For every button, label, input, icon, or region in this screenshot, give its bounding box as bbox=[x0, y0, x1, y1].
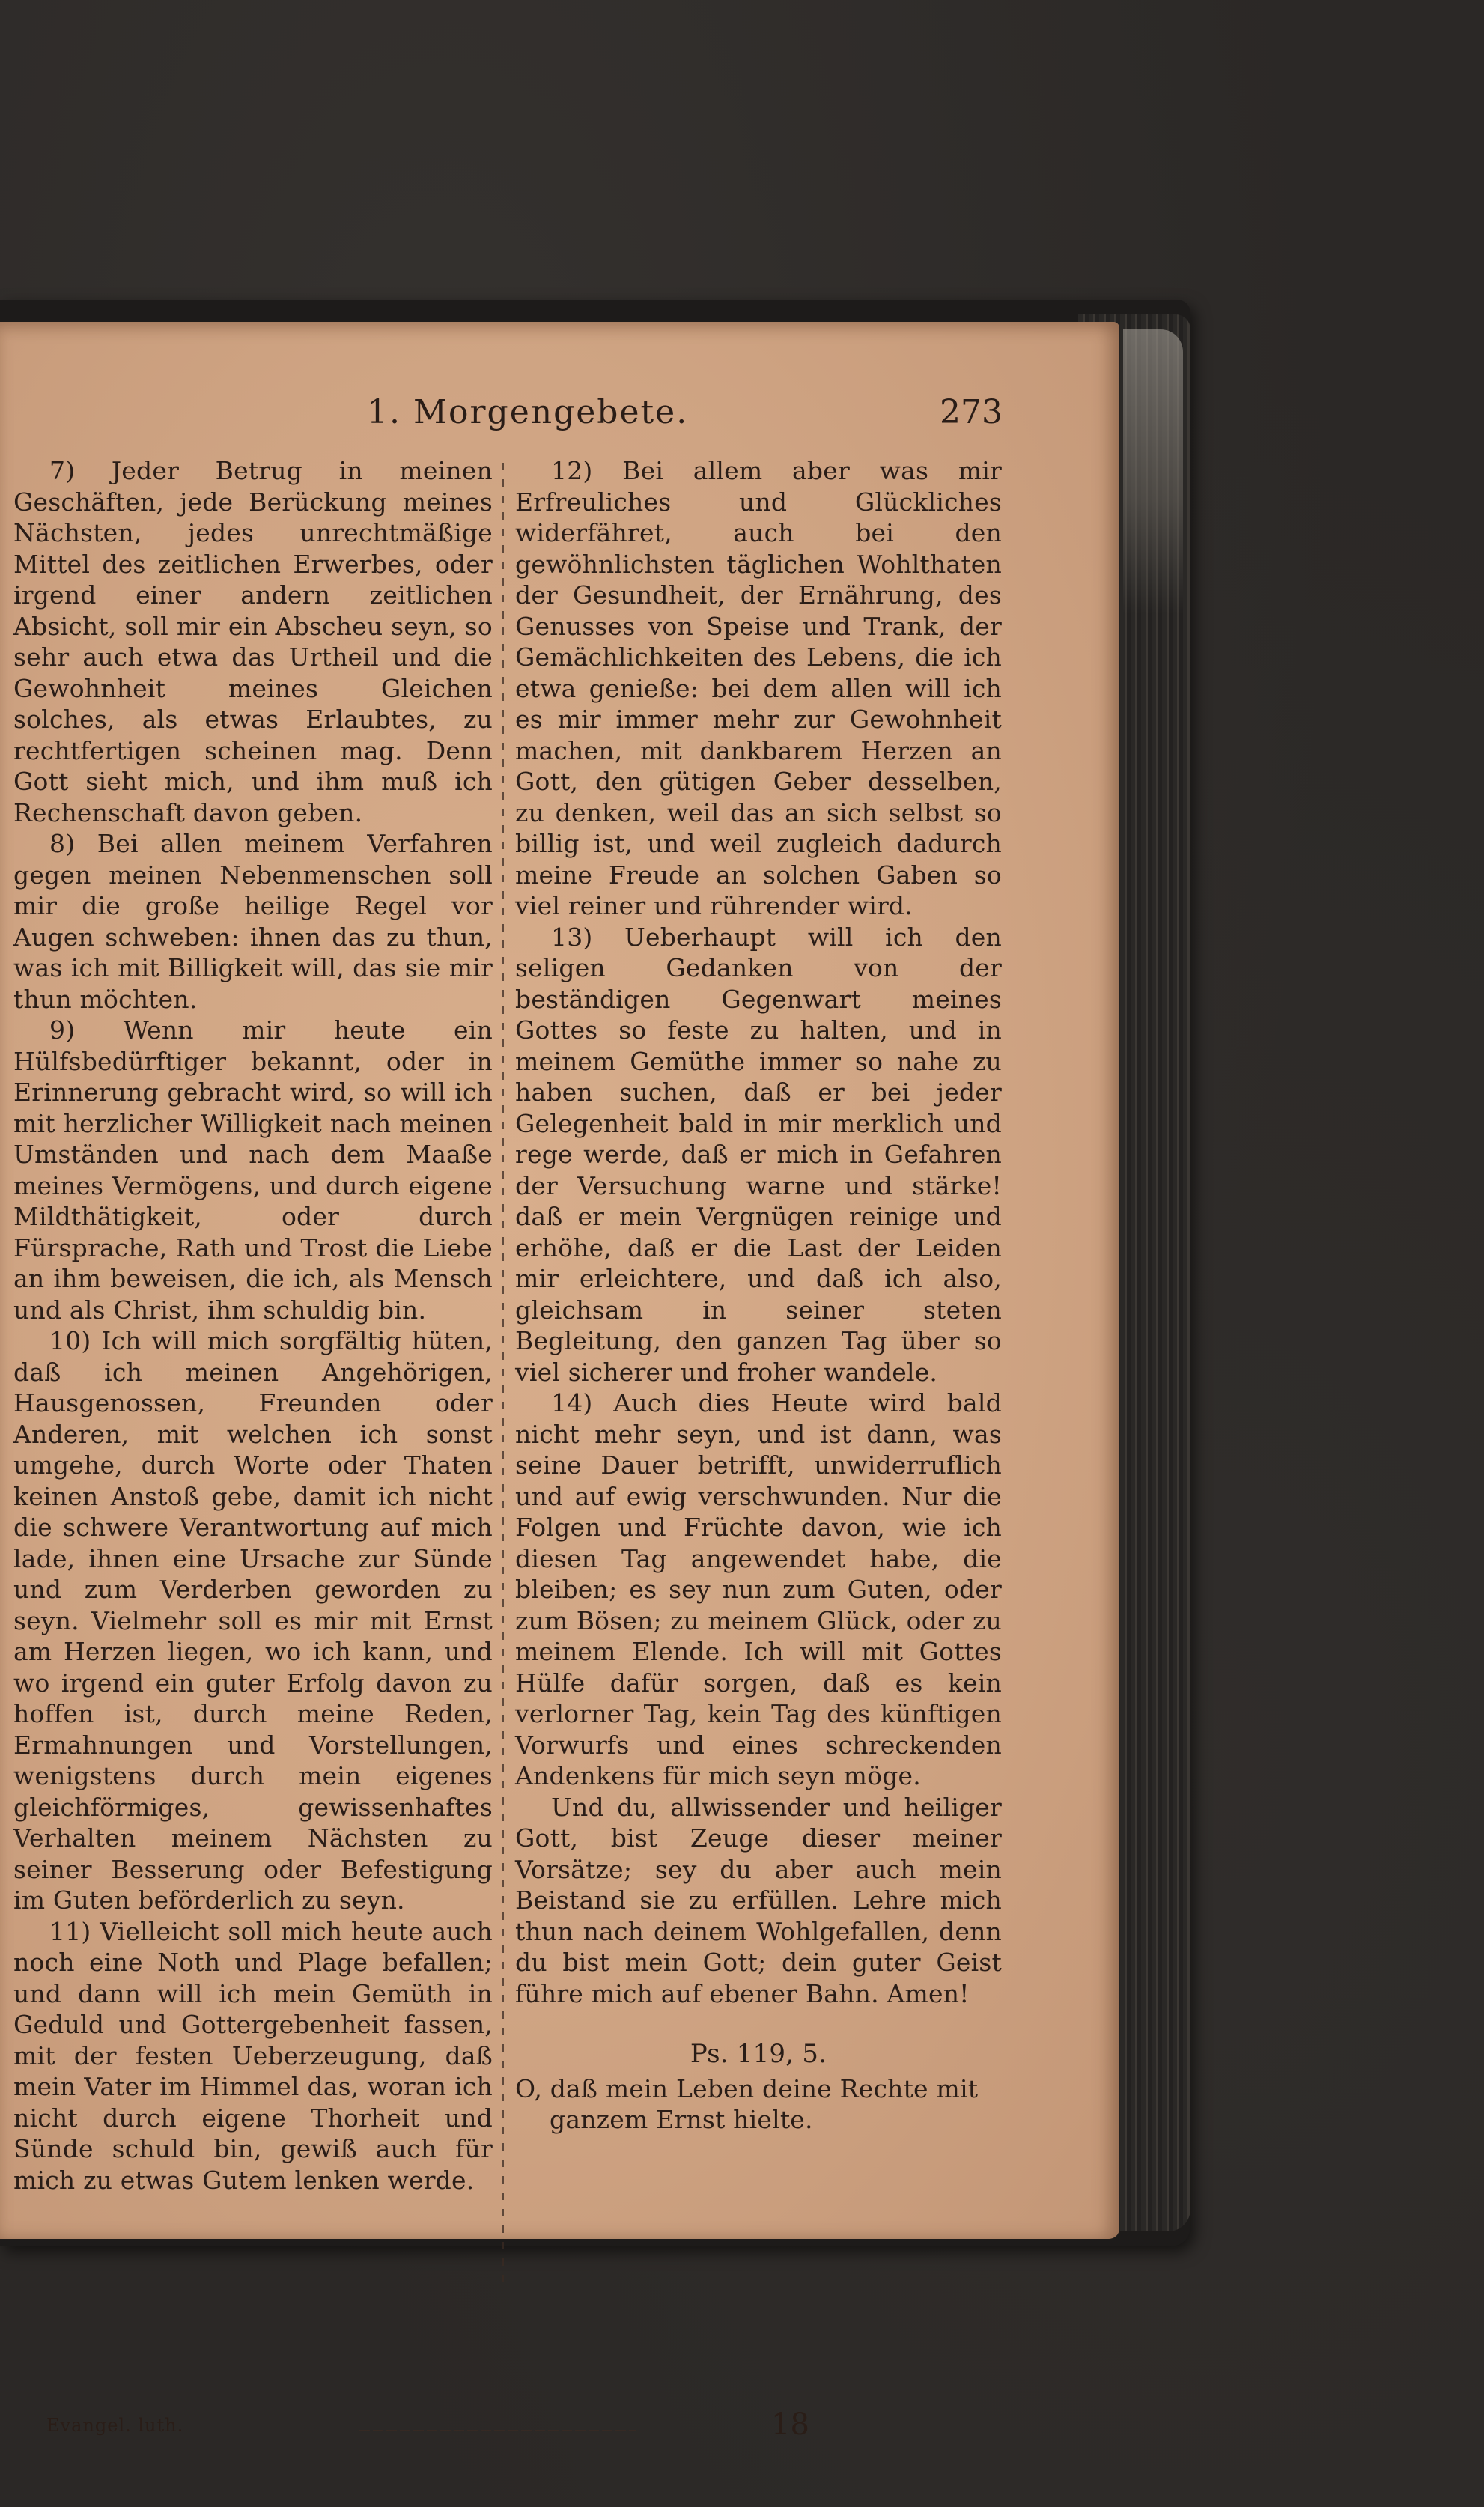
psalm-quote-line2: ganzem Ernst hielte. bbox=[550, 2105, 813, 2134]
page-number: 273 bbox=[940, 393, 1003, 431]
column-divider bbox=[502, 463, 504, 2282]
cover-wear bbox=[1123, 329, 1183, 614]
book-page bbox=[0, 322, 1119, 2442]
paragraph-13: 13) Ueberhaupt will ich den seligen Gedanken von der beständigen Gegenwart meines Gottes so feste zu halten, und in meinem Gemüthe immer so nahe zu haben suchen, daß er bei jeder Gelegenheit bald in mir merklich und rege werde, daß er mich in Gefahren der Versuchung warne und stärke! daß er mein Vergnügen reinige und erhöhe, daß er die Last der Leiden mir erleichtere, und daß ich also, gleichsam in seiner steten Begleitung, den ganzen Tag über so viel sicherer und froher wandele. bbox=[515, 922, 1002, 1387]
footer-rule bbox=[359, 2430, 636, 2431]
paragraph-11: 11) Vielleicht soll mich heute auch noch eine Noth und Plage befallen; und dann will ich mein Gemüth in Geduld und Gottergebenheit fassen, mit der festen Ueberzeugung, daß mein Vater im Himmel das, woran ich nicht durch eigene Thorheit und Sünde schuld bin, gewiß auch für mich zu etwas Gutem lenken werde. bbox=[13, 1916, 493, 2195]
sheet-number: 18 bbox=[771, 2407, 809, 2442]
paragraph-12: 12) Bei allem aber was mir Erfreuliches und Glückliches widerfähret, auch bei den gewöhnlichsten täglichen Wohlthaten der Gesundheit, der Ernährung, des Genusses von Speise und Trank, der Gemächlichkeiten des Lebens, die ich etwa genieße: bei dem allen will ich es mir immer mehr zur Gewohnheit machen, mit dankbarem Herzen an Gott, den gütigen Geber desselben, zu denken, weil das an sich selbst so billig ist, und weil zugleich dadurch meine Freude an solchen Gaben so viel reiner und rührender wird. bbox=[515, 456, 1002, 920]
right-column bbox=[515, 455, 1002, 2136]
page-footer bbox=[0, 2407, 1119, 2460]
paragraph-14: 14) Auch dies Heute wird bald nicht mehr seyn, und ist dann, was seine Dauer betrifft, unwiderruflich und auf ewig verschwunden. Nur die Folgen und Früchte davon, wie ich diesen Tag angewendet habe, die bleiben; es sey nun zum Guten, oder zum Bösen; zu meinem Glück, oder zu meinem Elende. Ich will mit Gottes Hülfe dafür sorgen, daß es kein verlorner Tag, kein Tag des künftigen Vorwurfs und eines schreckenden Andenkens für mich seyn möge. bbox=[515, 1388, 1002, 1790]
psalm-reference: Ps. 119, 5. bbox=[690, 2039, 827, 2069]
paragraph-10: 10) Ich will mich sorgfältig hüten, daß ich meinen Angehörigen, Hausgenossen, Freunden oder Anderen, mit welchen ich sonst umgehe, durch Worte oder Thaten keinen Anstoß gebe, damit ich nicht die schwere Verantwortung auf mich lade, ihnen eine Ursache zur Sünde und zum Verderben geworden zu seyn. Vielmehr soll es mir mit Ernst am Herzen liegen, wo ich kann, und wo irgend ein guter Erfolg davon zu hoffen ist, durch meine Reden, Ermahnungen und Vorstellungen, wenigstens durch mein eigenes gleichförmiges, gewissenhaftes Verhalten meinem Nächsten zu seiner Besserung oder Befestigung im Guten beförderlich zu seyn. bbox=[13, 1326, 493, 1915]
paragraph-7: 7) Jeder Betrug in meinen Geschäften, jede Berückung meines Nächsten, jedes unrechtmäßige Mittel des zeitlichen Erwerbes, oder irgend einer andern zeitlichen Absicht, soll mir ein Abscheu seyn, so sehr auch etwa das Urtheil und die Gewohnheit meines Gleichen solches, als etwas Erlaubtes, zu rechtfertigen scheinen mag. Denn Gott sieht mich, und ihm muß ich Rechenschaft davon geben. bbox=[13, 456, 493, 827]
page-header bbox=[0, 393, 1119, 446]
left-column bbox=[13, 455, 493, 2195]
closing-prayer: Und du, allwissender und heiliger Gott, bist Zeuge dieser meiner Vorsätze; sey du aber auch mein Beistand sie zu erfüllen. Lehre mich thun nach deinem Wohlgefallen, denn du bist mein Gott; dein guter Geist führe mich auf ebener Bahn. Amen! bbox=[515, 1792, 1002, 2008]
printer-signature: Evangel. luth. bbox=[46, 2415, 184, 2436]
psalm-quote-line1: O, daß mein Leben deine Rechte mit bbox=[515, 2073, 979, 2103]
paragraph-9: 9) Wenn mir heute ein Hülfsbedürftiger bekannt, oder in Erinnerung gebracht wird, so will ich mit herzlicher Willigkeit nach meinen Umständen und nach dem Maaße meines Vermögens, und durch eigene Mildthätigkeit, oder durch Fürsprache, Rath und Trost die Liebe an ihm beweisen, die ich, als Mensch und als Christ, ihm schuldig bin. bbox=[13, 1015, 493, 1325]
paragraph-8: 8) Bei allen meinem Verfahren gegen meinen Nebenmenschen soll mir die große heilige Regel vor Augen schweben: ihnen das zu thun, was ich mit Billigkeit will, das sie mir thun möchten. bbox=[13, 829, 493, 1014]
chapter-title: 1. Morgengebete. bbox=[367, 393, 689, 431]
